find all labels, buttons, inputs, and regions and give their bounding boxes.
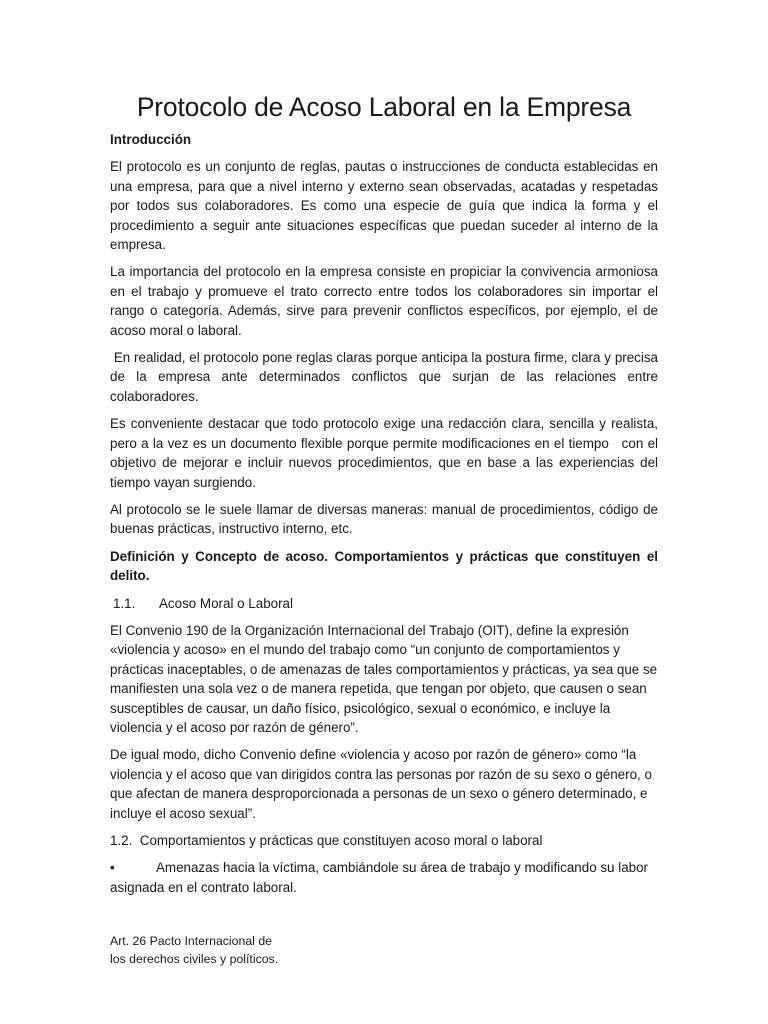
- footnote-line: los derechos civiles y políticos.: [110, 952, 279, 966]
- subsection-title: Acoso Moral o Laboral: [159, 595, 293, 611]
- paragraph: El protocolo es un conjunto de reglas, pautas o instrucciones de conducta establecidas en una empresa, para que a nivel interno y externo sean observadas, acatadas y respetadas por todos sus colaboradores. Es como una especie de guía que indica la forma y el procedimiento a seguir ante situaciones específicas que puedan suceder al interno de la empresa.: [110, 159, 658, 253]
- subsection-number: 1.1.: [113, 595, 136, 611]
- section-heading-introduccion: Introducción: [110, 132, 192, 147]
- bullet-text: Amenazas hacia la víctima, cambiándole su área de trabajo y modificando su labor asignada en el contrato laboral.: [110, 860, 649, 895]
- section-heading-definicion: Definición y Concepto de acoso. Comportamientos y prácticas que constituyen el delito.: [110, 548, 658, 584]
- subsection-1-1-heading: [110, 594, 658, 613]
- paragraph: En realidad, el protocolo pone reglas claras porque anticipa la postura firme, clara y precisa de la empresa ante determinados conflictos que surjan de las relaciones entre colaboradores.: [110, 350, 662, 404]
- document-page: [110, 80, 662, 905]
- document-title: Protocolo de Acoso Laboral en la Empresa: [136, 92, 632, 122]
- subsection-1-2-heading: 1.2. Comportamientos y prácticas que constituyen acoso moral o laboral: [110, 833, 543, 848]
- bullet-icon: •: [110, 860, 115, 876]
- paragraph: Es conveniente destacar que todo protocolo exige una redacción clara, sencilla y realista, pero a la vez es un documento flexible porque permite modificaciones en el tiempo con el objetivo de mejorar e incluir nuevos procedimientos, que en base a las experiencias del tiempo vayan surgiendo.: [110, 416, 662, 490]
- footnote-line: Art. 26 Pacto Internacional de: [110, 934, 273, 948]
- paragraph: Al protocolo se le suele llamar de diversas maneras: manual de procedimientos, código de buenas prácticas, instructivo interno, etc.: [110, 501, 658, 537]
- bullet-item: [110, 858, 658, 897]
- paragraph: El Convenio 190 de la Organización Internacional del Trabajo (OIT), define la expresión «violencia y acoso» en el mundo del trabajo como “un conjunto de comportamientos y prácticas inaceptables, o de amenazas de tales comportamientos y prácticas, ya sea que se manifiesten una sola vez o de manera repetida, que tengan por objeto, que causen o sean susceptibles de causar, un daño físico, psicológico, sexual o económico, e incluye la violencia y el acoso por razón de género”.: [110, 622, 658, 735]
- paragraph: La importancia del protocolo en la empresa consiste en propiciar la convivencia armoniosa en el trabajo y promueve el trato correcto entre todos los colaboradores sin importar el rango o categoría. Además, sirve para prevenir conflictos específicos, por ejemplo, el de acoso moral o laboral.: [110, 264, 658, 338]
- paragraph: De igual modo, dicho Convenio define «violencia y acoso por razón de género» como “la violencia y el acoso que van dirigidos contra las personas por razón de su sexo o género, o que afectan de manera desproporcionada a personas de un sexo o género determinado, e incluye el acoso sexual”.: [110, 747, 652, 821]
- footnote: [110, 932, 330, 968]
